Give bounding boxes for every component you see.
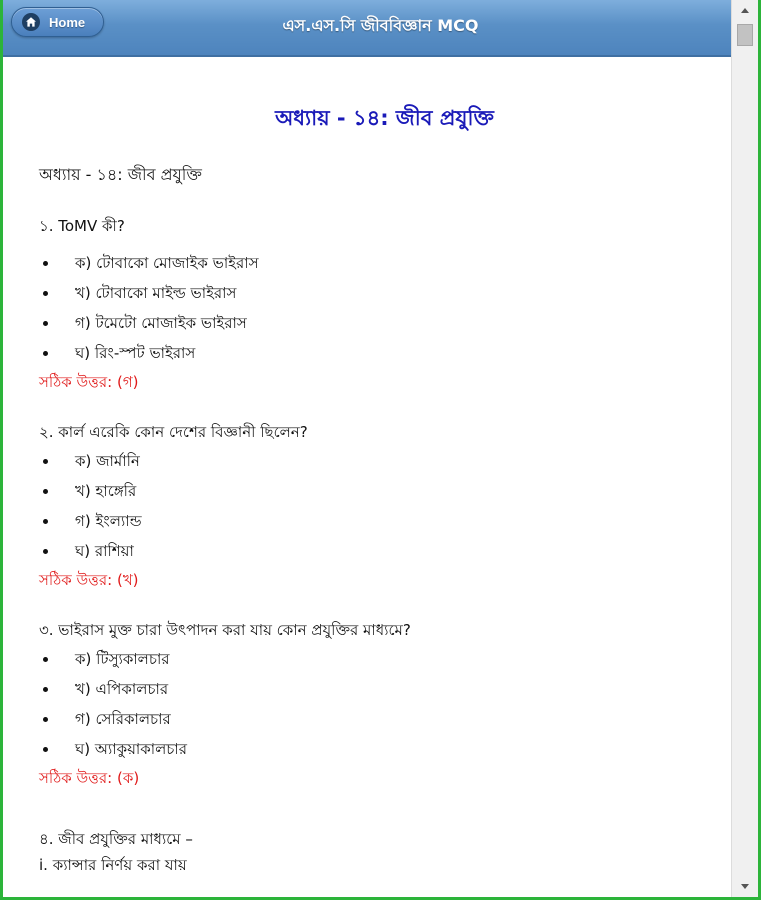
option-item: খ) টোবাকো মাইল্ড ভাইরাস [39,278,730,308]
answer-value: (খ) [116,571,139,589]
options-list [39,248,730,368]
option-item: খ) হাঙ্গেরি [39,476,730,506]
option-item: গ) ইংল্যান্ড [39,506,730,536]
question-2 [39,420,730,444]
app-title: এস.এস.সি জীববিজ্ঞান MCQ [282,16,479,35]
options-list [39,446,730,566]
option-item: গ) টমেটো মোজাইক ভাইরাস [39,308,730,338]
question-text: ২. কার্ল এরেকি কোন দেশের বিজ্ঞানী ছিলেন? [39,423,308,441]
scroll-down-arrow-icon[interactable] [732,877,758,897]
option-item: ঘ) অ্যাকুয়াকালচার [39,734,730,764]
option-item: ঘ) রাশিয়া [39,536,730,566]
option-item: খ) এপিকালচার [39,674,730,704]
option-item: ক) জার্মানি [39,446,730,476]
page-heading: অধ্যায় - ১৪: জীব প্রযুক্তি [275,106,494,130]
statement-item: i. ক্যান্সার নির্ণয় করা যায় [39,856,187,874]
answer-label: সঠিক উত্তর: [39,373,113,391]
option-item: ক) টিস্যুকালচার [39,644,730,674]
option-item: ক) টোবাকো মোজাইক ভাইরাস [39,248,730,278]
question-1 [39,214,730,238]
option-item: ঘ) রিং-স্পট ভাইরাস [39,338,730,368]
scroll-up-arrow-icon[interactable] [732,0,758,20]
chapter-subtitle: অধ্যায় - ১৪: জীব প্রযুক্তি [39,165,202,184]
question-text: ৩. ভাইরাস মুক্ত চারা উৎপাদন করা যায় কোন প্রযুক্তির মাধ্যমে? [39,621,411,639]
correct-answer [39,566,730,594]
answer-label: সঠিক উত্তর: [39,769,113,787]
answer-value: (গ) [116,373,139,391]
app-header [3,0,758,57]
correct-answer [39,368,730,396]
answer-value: (ক) [116,769,140,787]
content-area [3,57,730,897]
correct-answer [39,764,730,792]
vertical-scrollbar[interactable] [731,0,758,897]
scrollbar-thumb[interactable] [737,24,753,46]
options-list [39,644,730,764]
question-text: ১. ToMV কী? [39,217,125,235]
answer-label: সঠিক উত্তর: [39,571,113,589]
question-text: ৪. জীব প্রযুক্তির মাধ্যমে – [39,830,193,848]
question-3 [39,618,730,642]
question-4 [39,827,730,851]
option-item: গ) সেরিকালচার [39,704,730,734]
home-button-label: Home [49,14,86,30]
